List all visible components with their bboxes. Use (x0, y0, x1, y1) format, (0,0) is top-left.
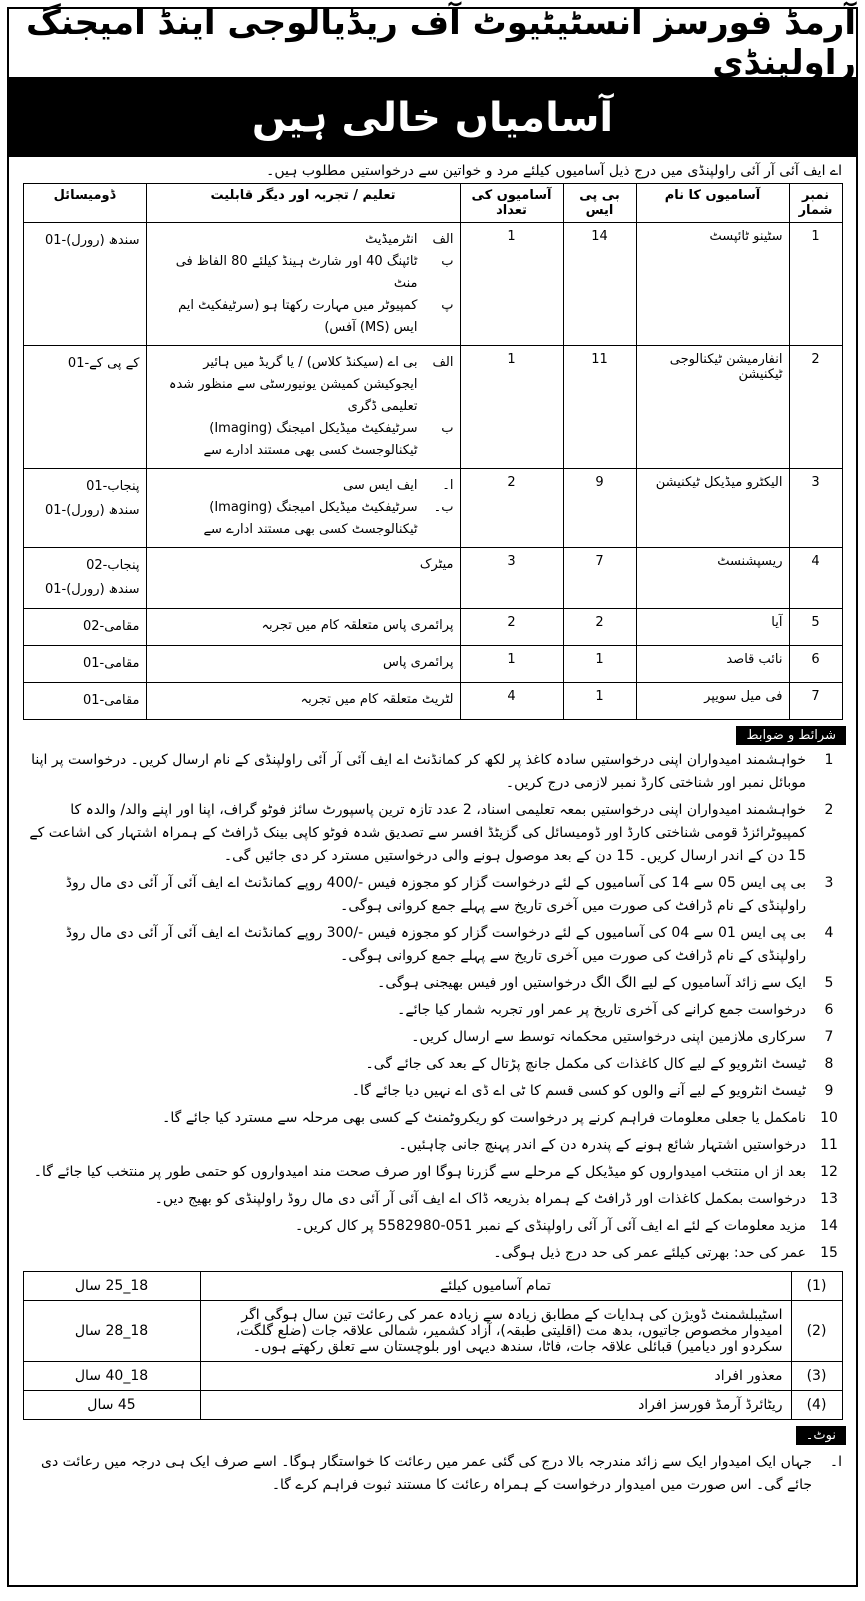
condition-number: 3 (824, 875, 834, 891)
qualification-key: ب۔ (433, 500, 454, 515)
domicile-quota: مقامی-02 (82, 619, 140, 634)
post-name: آیا (636, 609, 789, 646)
condition-item (27, 1026, 842, 1049)
post-qualification (146, 223, 460, 346)
row-number: 6 (789, 646, 842, 683)
condition-item (27, 922, 842, 968)
age-limit-category: تمام آسامیوں کیلئے (200, 1272, 791, 1301)
row-number: 5 (789, 609, 842, 646)
post-domicile (23, 683, 146, 720)
row-number: 1 (789, 223, 842, 346)
condition-item (27, 999, 842, 1022)
post-domicile (23, 609, 146, 646)
condition-item (27, 799, 842, 868)
row-number: 2 (789, 346, 842, 469)
condition-number: 1 (824, 752, 834, 768)
advertisement-page (7, 3, 858, 1587)
age-limit-number: (2) (791, 1301, 842, 1362)
condition-text: خواہشمند امیدواران اپنی درخواستیں بمعہ تعلیمی اسناد، 2 عدد تازہ ترین پاسپورٹ سائز فوٹو گراف، اپنا اور اپنے والد/ والدہ کا کمپیوٹرائزڈ قومی شناختی کارڈ اور ڈومیسائل کی گزیٹڈ افسر سے تصدیق شدہ فوٹو کاپی بینک ڈرافٹ کے ہمراہ اشتہار کی اشاعت کے 15 دن کے اندر ارسال کریں۔ 15 دن کے بعد موصول ہونے والی درخواستیں مسترد کر دی جائیں گی۔ (29, 802, 806, 864)
age-limit-category: ریٹائرڈ آرمڈ فورسز افراد (200, 1391, 791, 1420)
post-qualification (146, 609, 460, 646)
post-bps: 9 (563, 469, 636, 548)
post-count: 1 (460, 346, 563, 469)
qualification-text: کمپیوٹر میں مہارت رکھتا ہو (سرٹیفکیٹ ایم ایس (MS) آفس) (178, 298, 418, 335)
qualification-text: میٹرک (419, 557, 454, 572)
condition-item (27, 749, 842, 795)
post-domicile (23, 223, 146, 346)
post-count: 4 (460, 683, 563, 720)
age-limit-range: 18_28 سال (23, 1301, 200, 1362)
post-bps: 7 (563, 548, 636, 609)
condition-number: 5 (824, 975, 834, 991)
posts-table-header (23, 184, 842, 223)
condition-text: بعد از اں منتخب امیدواروں کو میڈیکل کے مرحلے سے گزرنا ہوگا اور صرف صحت مند امیدواروں کو حتمی طور پر منتخب کیا جائے گا۔ (33, 1164, 806, 1180)
col-domicile: ڈومیسائل (23, 184, 146, 223)
condition-item (27, 1215, 842, 1238)
condition-item (27, 872, 842, 918)
condition-number: 10 (820, 1110, 838, 1126)
table-row (23, 683, 842, 720)
condition-number: 11 (820, 1137, 838, 1153)
qualification-text: ایف ایس سی (343, 478, 418, 493)
condition-text: درخواست جمع کرانے کی آخری تاریخ پر عمر اور تجربہ شمار کیا جائے۔ (397, 1002, 806, 1018)
qualification-key: پ (441, 298, 454, 313)
qualification-text: پرائمری پاس متعلقہ کام میں تجربہ (261, 618, 454, 633)
qualification-line (153, 295, 454, 339)
col-qualification: تعلیم / تجربہ اور دیگر قابلیت (146, 184, 460, 223)
age-limit-row (23, 1391, 842, 1420)
vacancies-banner: آسامیاں خالی ہیں (9, 79, 856, 157)
condition-text: سرکاری ملازمین اپنی درخواستیں محکمانہ توسط سے ارسال کریں۔ (411, 1029, 806, 1045)
condition-number: 7 (824, 1029, 834, 1045)
table-row (23, 609, 842, 646)
qualification-key: ب (441, 421, 454, 436)
post-name: نائب قاصد (636, 646, 789, 683)
condition-text: مزید معلومات کے لئے اے ایف آئی آر آئی راولپنڈی کے نمبر 051-5582980 پر کال کریں۔ (294, 1218, 806, 1234)
post-count: 1 (460, 223, 563, 346)
post-name: فی میل سویپر (636, 683, 789, 720)
post-bps: 2 (563, 609, 636, 646)
domicile-quota: مقامی-01 (82, 693, 140, 708)
col-name: آسامیوں کا نام (636, 184, 789, 223)
age-limit-range: 45 سال (23, 1391, 200, 1420)
condition-text: نامکمل یا جعلی معلومات فراہم کرنے پر درخواست کو ریکروٹمنٹ کے کسی بھی مرحلہ سے مسترد کیا جائے گا۔ (162, 1110, 806, 1126)
condition-item (27, 1134, 842, 1157)
row-number: 4 (789, 548, 842, 609)
post-domicile (23, 346, 146, 469)
institute-title: آرمڈ فورسز انسٹیٹیوٹ آف ریڈیالوجی اینڈ امیجنگ راولپنڈی (25, 3, 856, 83)
age-limit-category: اسٹیبلشمنٹ ڈویژن کی ہدایات کے مطابق زیادہ سے زیادہ عمر کی رعائت تین سال ہوگی اگر امیدوار مخصوص جاتیوں، بدھ مت (اقلیتی طبقہ)، آزاد کشمیر، شمالی علاقہ جات (ضلع گلگت، سکردو اور دیامیر) قبائلی علاقہ جات، فاٹا، سندھ دیہی اور بلوچستان سے تعلق رکھتے ہوں۔ (200, 1301, 791, 1362)
domicile-quota: کے پی کے-01 (67, 356, 140, 371)
conditions-heading: شرائط و ضوابط (736, 726, 846, 745)
post-domicile (23, 548, 146, 609)
post-qualification (146, 548, 460, 609)
post-bps: 1 (563, 683, 636, 720)
post-name: انفارمیشن ٹیکنالوجی ٹیکنیشن (636, 346, 789, 469)
table-row (23, 646, 842, 683)
qualification-text: سرٹیفکیٹ میڈیکل امیجنگ (Imaging) ٹیکنالوجسٹ کسی بھی مستند ادارے سے (203, 421, 418, 458)
condition-text: ٹیسٹ انٹرویو کے لیے آنے والوں کو کسی قسم کا ٹی اے ڈی اے نہیں دیا جائے گا۔ (351, 1083, 806, 1099)
age-limit-range: 18_25 سال (23, 1272, 200, 1301)
domicile-quota: پنجاب-01 (86, 479, 140, 494)
age-limit-row (23, 1362, 842, 1391)
header (9, 3, 856, 83)
qualification-key: ا۔ (442, 478, 454, 493)
domicile-quota: سندھ (رورل)-01 (44, 582, 140, 597)
qualification-line (153, 615, 454, 637)
row-number: 3 (789, 469, 842, 548)
age-limit-row (23, 1301, 842, 1362)
post-count: 2 (460, 609, 563, 646)
age-limit-number: (4) (791, 1391, 842, 1420)
condition-number: 13 (820, 1191, 838, 1207)
qualification-line (153, 229, 454, 251)
col-count: آسامیوں کی تعداد (460, 184, 563, 223)
condition-text: ٹیسٹ انٹرویو کے لیے کال کاغذات کی مکمل جانچ پڑتال کے بعد کی جائے گی۔ (365, 1056, 806, 1072)
conditions-list (9, 749, 856, 1265)
post-qualification (146, 346, 460, 469)
condition-number: 8 (824, 1056, 834, 1072)
qualification-line (153, 652, 454, 674)
condition-text: بی پی ایس 05 سے 14 کی آسامیوں کے لئے درخواست گزار کو مجوزہ فیس -/400 روپے کمانڈنٹ اے ایف آئی آر آئی دی مال روڈ راولپنڈی کے نام ڈرافٹ کی صورت میں آخری تاریخ سے پہلے جمع کروانی ہوگی۔ (65, 875, 806, 914)
domicile-quota: مقامی-01 (82, 656, 140, 671)
condition-number: 15 (820, 1245, 838, 1261)
col-no: نمبر شمار (789, 184, 842, 223)
post-domicile (23, 646, 146, 683)
condition-item (27, 1053, 842, 1076)
qualification-line (153, 689, 454, 711)
table-row (23, 346, 842, 469)
note-heading: نوٹ۔ (796, 1426, 846, 1445)
condition-number: 4 (824, 925, 834, 941)
domicile-quota: پنجاب-02 (86, 558, 140, 573)
age-limit-table (23, 1271, 843, 1420)
post-qualification (146, 646, 460, 683)
qualification-line (153, 475, 454, 497)
condition-item (27, 1080, 842, 1103)
post-name: الیکٹرو میڈیکل ٹیکنیشن (636, 469, 789, 548)
qualification-line (153, 554, 454, 576)
age-limit-number: (1) (791, 1272, 842, 1301)
qualification-key: الف (432, 232, 454, 247)
post-count: 3 (460, 548, 563, 609)
condition-number: 9 (824, 1083, 834, 1099)
intro-text: اے ایف آئی آر آئی راولپنڈی میں درج ذیل آسامیوں کیلئے مرد و خواتین سے درخواستیں مطلوب ہیں۔ (266, 163, 842, 179)
note-number: ا۔ (829, 1454, 842, 1470)
domicile-quota: سندھ (رورل)-01 (44, 503, 140, 518)
qualification-text: پرائمری پاس (383, 655, 454, 670)
condition-text: عمر کی حد: بھرتی کیلئے عمر کی حد درج ذیل ہوگی۔ (493, 1245, 806, 1261)
post-name: سٹینو ٹائپسٹ (636, 223, 789, 346)
post-bps: 1 (563, 646, 636, 683)
condition-item (27, 1161, 842, 1184)
qualification-key: ب (441, 254, 454, 269)
condition-text: بی پی ایس 01 سے 04 کی آسامیوں کے لئے درخواست گزار کو مجوزہ فیس -/300 روپے کمانڈنٹ اے ایف آئی آر آئی دی مال روڈ راولپنڈی کے نام ڈرافٹ کی صورت میں آخری تاریخ سے پہلے جمع کروانی ہوگی۔ (65, 925, 806, 964)
note-text: جہاں ایک امیدوار ایک سے زائد مندرجہ بالا درج کی گئی عمر میں رعائت کا خواستگار ہوگا۔ اسے صرف ایک ہی درجہ میں رعائت دی جائے گی۔ اس صورت میں امیدوار درخواست کے ہمراہ رعائت کا مستند ثبوت فراہم کرے گا۔ (41, 1454, 812, 1493)
condition-item (27, 1188, 842, 1211)
table-row (23, 223, 842, 346)
table-row (23, 548, 842, 609)
table-row (23, 469, 842, 548)
condition-item (27, 1107, 842, 1130)
qualification-line (153, 251, 454, 295)
qualification-text: سرٹیفکیٹ میڈیکل امیجنگ (Imaging) ٹیکنالوجسٹ کسی بھی مستند ادارے سے (203, 500, 418, 537)
condition-number: 2 (824, 802, 834, 818)
post-bps: 14 (563, 223, 636, 346)
qualification-text: ٹائپنگ 40 اور شارٹ ہینڈ کیلئے 80 الفاظ فی منٹ (175, 254, 418, 291)
qualification-line (153, 497, 454, 541)
condition-text: ایک سے زائد آسامیوں کے لیے الگ الگ درخواستیں اور فیس بھیجنی ہوگی۔ (377, 975, 806, 991)
qualification-text: بی اے (سیکنڈ کلاس) / یا گریڈ میں ہائیر ایجوکیشن کمیشن یونیورسٹی سے منظور شدہ تعلیمی ڈگری (168, 355, 418, 414)
posts-table-body (23, 223, 842, 720)
age-limit-number: (3) (791, 1362, 842, 1391)
condition-item (27, 1242, 842, 1265)
qualification-line (153, 352, 454, 418)
condition-number: 14 (820, 1218, 838, 1234)
note-item (9, 1449, 856, 1497)
age-limit-category: معذور افراد (200, 1362, 791, 1391)
condition-item (27, 972, 842, 995)
row-number: 7 (789, 683, 842, 720)
age-limit-range: 18_40 سال (23, 1362, 200, 1391)
post-count: 2 (460, 469, 563, 548)
qualification-text: انٹرمیڈیٹ (365, 232, 418, 247)
post-count: 1 (460, 646, 563, 683)
qualification-line (153, 418, 454, 462)
col-bps: بی پی ایس (563, 184, 636, 223)
condition-text: درخواستیں اشتہار شائع ہونے کے پندرہ دن کے اندر پہنچ جانی چاہئیں۔ (398, 1137, 806, 1153)
condition-text: خواہشمند امیدواران اپنی درخواستیں سادہ کاغذ پر لکھ کر کمانڈنٹ اے ایف آئی آر آئی راولپنڈی کے نام ارسال کریں۔ درخواست پر اپنا موبائل نمبر اور شناختی کارڈ نمبر لازمی درج کریں۔ (31, 752, 806, 791)
condition-number: 6 (824, 1002, 834, 1018)
post-bps: 11 (563, 346, 636, 469)
qualification-text: لٹریٹ متعلقہ کام میں تجربہ (300, 692, 454, 707)
post-qualification (146, 683, 460, 720)
post-name: ریسپشنسٹ (636, 548, 789, 609)
qualification-key: الف (432, 355, 454, 370)
condition-number: 12 (820, 1164, 838, 1180)
posts-table (23, 183, 843, 720)
domicile-quota: سندھ (رورل)-01 (44, 233, 140, 248)
age-limit-row (23, 1272, 842, 1301)
condition-text: درخواست بمکمل کاغذات اور ڈرافٹ کے ہمراہ بذریعہ ڈاک اے ایف آئی آر آئی دی مال روڈ راولپنڈی کو بھیج دیں۔ (154, 1191, 806, 1207)
post-qualification (146, 469, 460, 548)
post-domicile (23, 469, 146, 548)
